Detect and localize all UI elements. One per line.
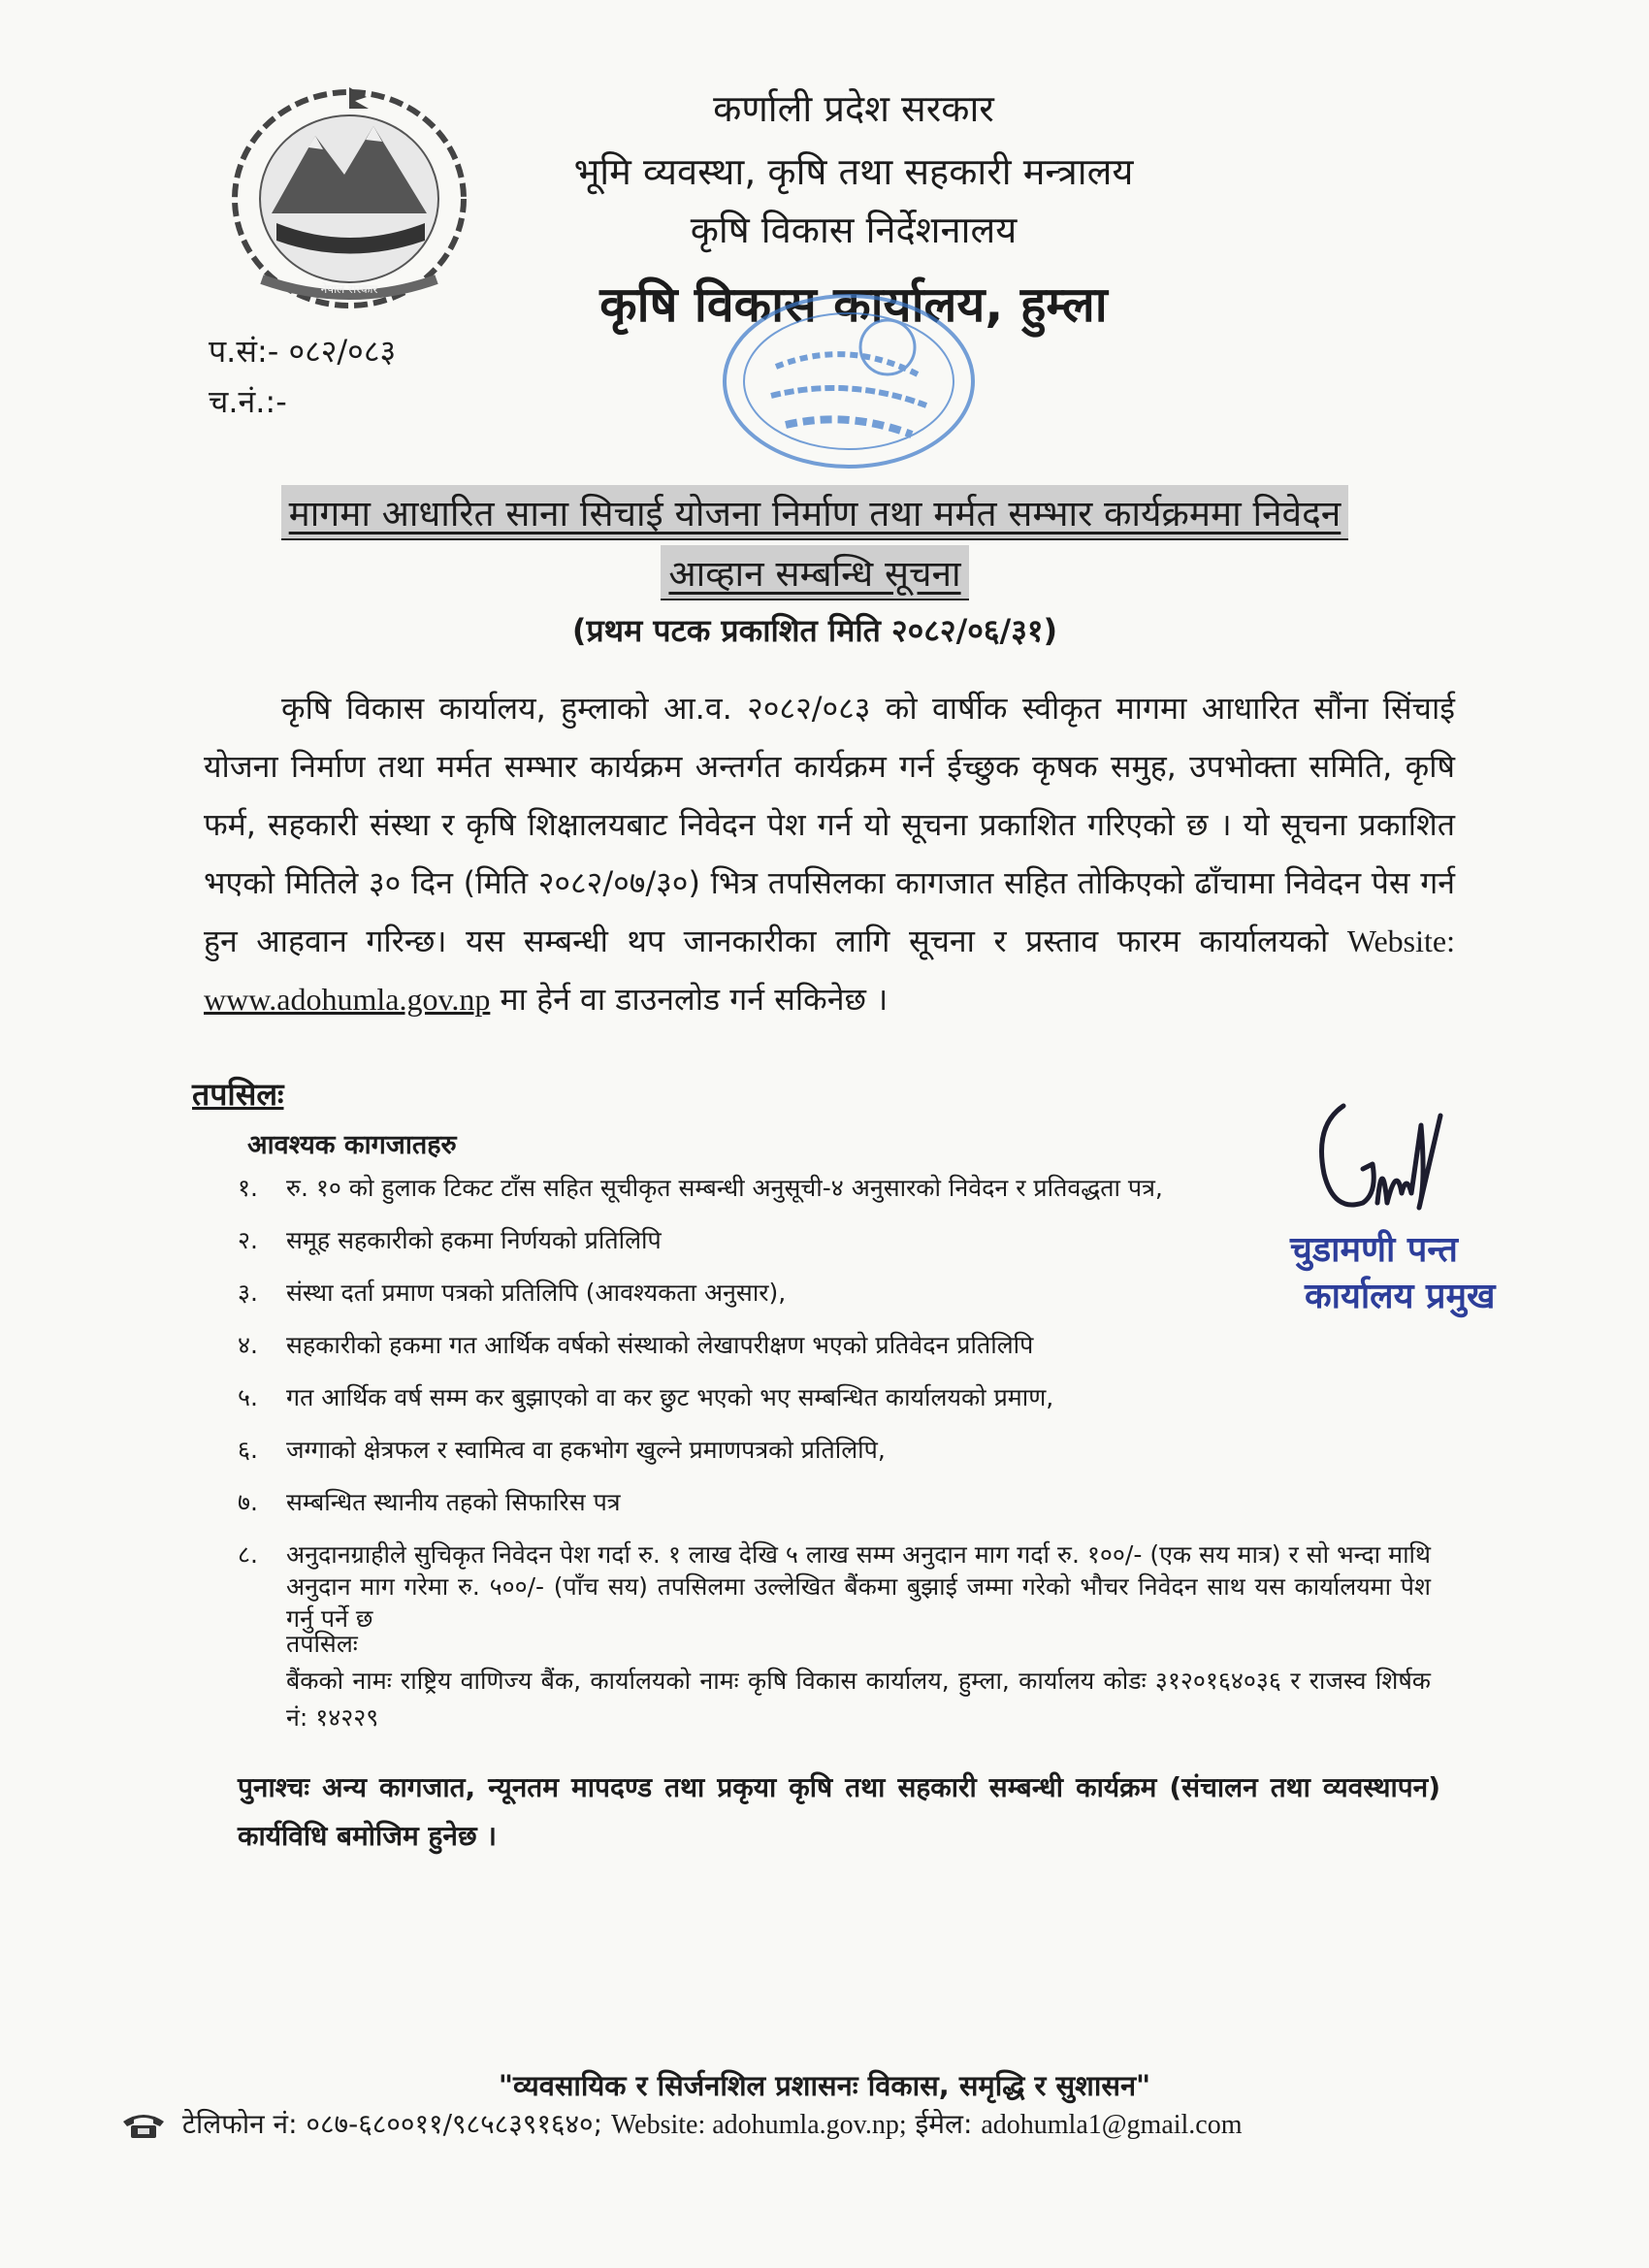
- notice-body: [204, 679, 1455, 1028]
- list-item-number: १.: [238, 1174, 258, 1202]
- header-directorate: कृषि विकास निर्देशनालय: [690, 209, 1018, 251]
- details-heading: तपसिलः: [192, 1076, 284, 1113]
- phone-label: टेलिफोन नं:: [181, 2108, 298, 2140]
- office-seal-icon: [718, 289, 980, 473]
- bank-details: [286, 1626, 1431, 1736]
- list-item-number: ७.: [238, 1488, 258, 1516]
- required-documents-heading: आवश्यक कागजातहरु: [247, 1130, 457, 1160]
- reference-number: प.सं:- ०८२/०८३: [209, 333, 397, 370]
- list-item-text: संस्था दर्ता प्रमाण पत्रको प्रतिलिपि (आवश्यकता अनुसार),: [286, 1279, 787, 1307]
- list-item: [238, 1539, 1431, 1635]
- notice-title-line2: आव्हान सम्बन्धि सूचना: [661, 545, 968, 600]
- list-item-text: अनुदानग्राहीले सुचिकृत निवेदन पेश गर्दा रु. १ लाख देखि ५ लाख सम्म अनुदान माग गर्दा रु. १००/- (एक सय मात्र) र सो भन्दा माथि अनुदान माग गरेमा रु. ५००/- (पाँच सय) तपसिलमा उल्लेखित बैंकमा बुझाई जम्मा गरेको भौचर निवेदन साथ यस कार्यालयमा पेश गर्नु पर्ने छ: [286, 1540, 1431, 1633]
- signatory-title: कार्यालय प्रमुख: [1305, 1277, 1496, 1316]
- handwritten-signature-icon: [1305, 1086, 1518, 1242]
- list-item-text: गत आर्थिक वर्ष सम्म कर बुझाएको वा कर छुट भएको भए सम्बन्धित कार्यालयको प्रमाण,: [286, 1383, 1054, 1411]
- nepal-emblem-icon: [204, 68, 495, 310]
- footer-contact: [121, 2105, 1557, 2142]
- email-label: ईमेल:: [915, 2108, 973, 2140]
- list-item-number: ८.: [238, 1540, 258, 1569]
- bank-details-heading: तपसिलः: [286, 1630, 358, 1658]
- emblem-caption: नेपाल सरकार: [320, 282, 378, 296]
- telephone-icon: [121, 2112, 166, 2139]
- list-item-text: सम्बन्धित स्थानीय तहको सिफारिस पत्र: [286, 1488, 621, 1516]
- body-text-part1: कृषि विकास कार्यालय, हुम्लाको आ.व. २०८२/०८३ को वार्षीक स्वीकृत मागमा आधारित सौंना सिंचाई योजना निर्माण तथा मर्मत सम्भार कार्यक्रम अन्तर्गत कार्यक्रम गर्न ईच्छुक कृषक समुह, उपभोक्ता समिति, कृषि फर्म, सहकारी संस्था र कृषि शिक्षालयबाट निवेदन पेश गर्न यो सूचना प्रकाशित गरिएको छ । यो सूचना प्रकाशित भएको मितिले ३० दिन (मिति २०८२/०७/३०) भित्र तपसिलका कागजात सहित तोकिएको ढाँचामा निवेदन पेस गर्न हुन आहवान गरिन्छ। यस सम्बन्धी थप जानकारीका लागि सूचना र प्रस्ताव फारम कार्यालयको: [204, 690, 1455, 959]
- list-item: [238, 1381, 1431, 1413]
- list-item: [238, 1329, 1431, 1361]
- list-item-number: ३.: [238, 1279, 258, 1307]
- list-item-text: जग्गाको क्षेत्रफल र स्वामित्व वा हकभोग खुल्ने प्रमाणपत्रको प्रतिलिपि,: [286, 1436, 886, 1464]
- postscript: पुनाश्चः अन्य कागजात, न्यूनतम मापदण्ड तथा प्रकृया कृषि तथा सहकारी सम्बन्धी कार्यक्रम (संचालन तथा व्यवस्थापन) कार्यविधि बमोजिम हुनेछ ।: [238, 1771, 1440, 1852]
- list-item: [238, 1486, 1431, 1518]
- list-item-number: ६.: [238, 1436, 258, 1464]
- phone-number: ०८७-६८००११/९८५८३९१६४०;: [306, 2108, 603, 2140]
- website-link[interactable]: www.adohumla.gov.np: [204, 982, 491, 1017]
- signatory-name: चुडामणी पन्त: [1290, 1230, 1458, 1270]
- list-item: [238, 1224, 1431, 1256]
- list-item-number: ५.: [238, 1383, 258, 1411]
- list-item-text: समूह सहकारीको हकमा निर्णयको प्रतिलिपि: [286, 1226, 662, 1254]
- list-item: [238, 1434, 1431, 1466]
- footer-website: Website: adohumla.gov.np;: [610, 2110, 907, 2140]
- list-item-number: २.: [238, 1226, 258, 1254]
- website-label: Website:: [1346, 923, 1455, 958]
- email-address: adohumla1@gmail.com: [981, 2110, 1243, 2140]
- header-province: कर्णाली प्रदेश सरकार: [713, 87, 994, 130]
- header-ministry: भूमि व्यवस्था, कृषि तथा सहकारी मन्त्रालय: [573, 150, 1134, 193]
- footer-motto: "व्यवसायिक र सिर्जनशिल प्रशासनः विकास, समृद्धि र सुशासन": [498, 2069, 1151, 2102]
- notice-title-line1: मागमा आधारित साना सिचाई योजना निर्माण तथा मर्मत सम्भार कार्यक्रममा निवेदन: [281, 485, 1349, 540]
- list-item: [238, 1277, 1431, 1309]
- list-item-text: सहकारीको हकमा गत आर्थिक वर्षको संस्थाको लेखापरीक्षण भएको प्रतिवेदन प्रतिलिपि: [286, 1331, 1034, 1359]
- required-documents-list: [238, 1172, 1431, 1655]
- list-item-text: रु. १० को हुलाक टिकट टाँस सहित सूचीकृत सम्बन्धी अनुसूची-४ अनुसारको निवेदन र प्रतिवद्धता पत्र,: [286, 1174, 1163, 1202]
- body-text-part2: मा हेर्न वा डाउनलोड गर्न सकिनेछ ।: [500, 981, 889, 1018]
- header-office: कृषि विकास कार्यालय, हुम्ला: [599, 276, 1108, 333]
- dispatch-number: च.नं.:-: [209, 383, 287, 420]
- publication-date: (प्रथम पटक प्रकाशित मिति २०८२/०६/३१): [571, 612, 1058, 649]
- list-item-number: ४.: [238, 1331, 258, 1359]
- list-item: [238, 1172, 1431, 1204]
- bank-details-text: बैंकको नामः राष्ट्रिय वाणिज्य बैंक, कार्यालयको नामः कृषि विकास कार्यालय, हुम्ला, कार्यालय कोडः ३१२०१६४०३६ र राजस्व शिर्षक नं: १४२२९: [286, 1667, 1431, 1732]
